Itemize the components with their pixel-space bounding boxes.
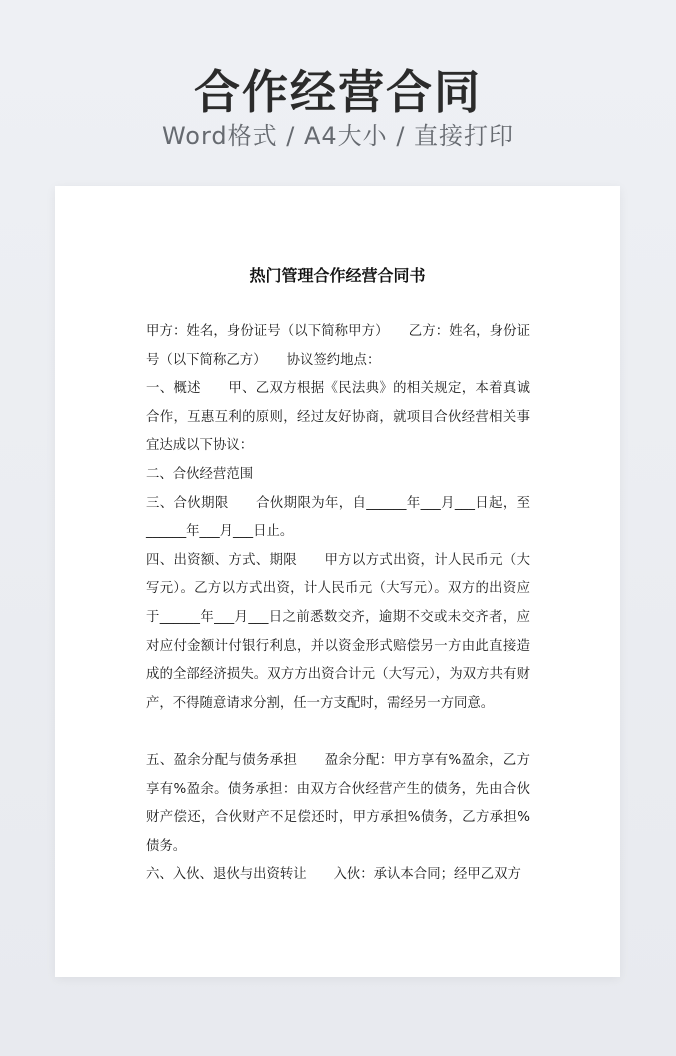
paragraph-parties: 甲方：姓名，身份证号（以下简称甲方） 乙方：姓名，身份证号（以下简称乙方） 协议签约地点： bbox=[146, 324, 530, 368]
paragraph-profit-debt: 五、盈余分配与债务承担 盈余分配：甲方享有%盈余，乙方享有%盈余。债务承担：由双方合伙经营产生的债务，先由合伙财产偿还，合伙财产不足偿还时，甲方承担%债务，乙方承担%债务。 bbox=[146, 752, 530, 854]
document-title: 热门管理合作经营合同书 bbox=[249, 266, 426, 285]
paragraph-admission-withdrawal: 六、入伙、退伙与出资转让 入伙：承认本合同；经甲乙双方 bbox=[146, 867, 521, 883]
paragraph-scope: 二、合伙经营范围 bbox=[146, 466, 254, 482]
document-body bbox=[146, 318, 530, 890]
paragraph-overview: 一、概述 甲、乙双方根据《民法典》的相关规定，本着真诚合作，互惠互利的原则，经过友好协商，就项目合伙经营相关事宜达成以下协议： bbox=[146, 381, 530, 454]
banner-title: 合作经营合同 bbox=[194, 65, 482, 119]
paragraph-capital: 四、出资额、方式、期限 甲方以方式出资，计人民币元（大写元）。乙方以方式出资，计人民币元（大写元）。双方的出资应于______年___月___日之前悉数交齐，逾期不交或未交齐者，应对应付金额计付银行利息，并以资金形式赔偿另一方由此直接造成的全部经济损失。双方方出资合计元（大写元），为双方共有财产，不得随意请求分割，任一方支配时，需经另一方同意。 bbox=[146, 552, 530, 711]
paragraph-term: 三、合伙期限 合伙期限为年，自______年___月___日起，至______年___月___日止。 bbox=[146, 495, 530, 540]
document-page bbox=[55, 186, 620, 977]
banner-subtitle: Word格式 / A4大小 / 直接打印 bbox=[161, 122, 515, 150]
